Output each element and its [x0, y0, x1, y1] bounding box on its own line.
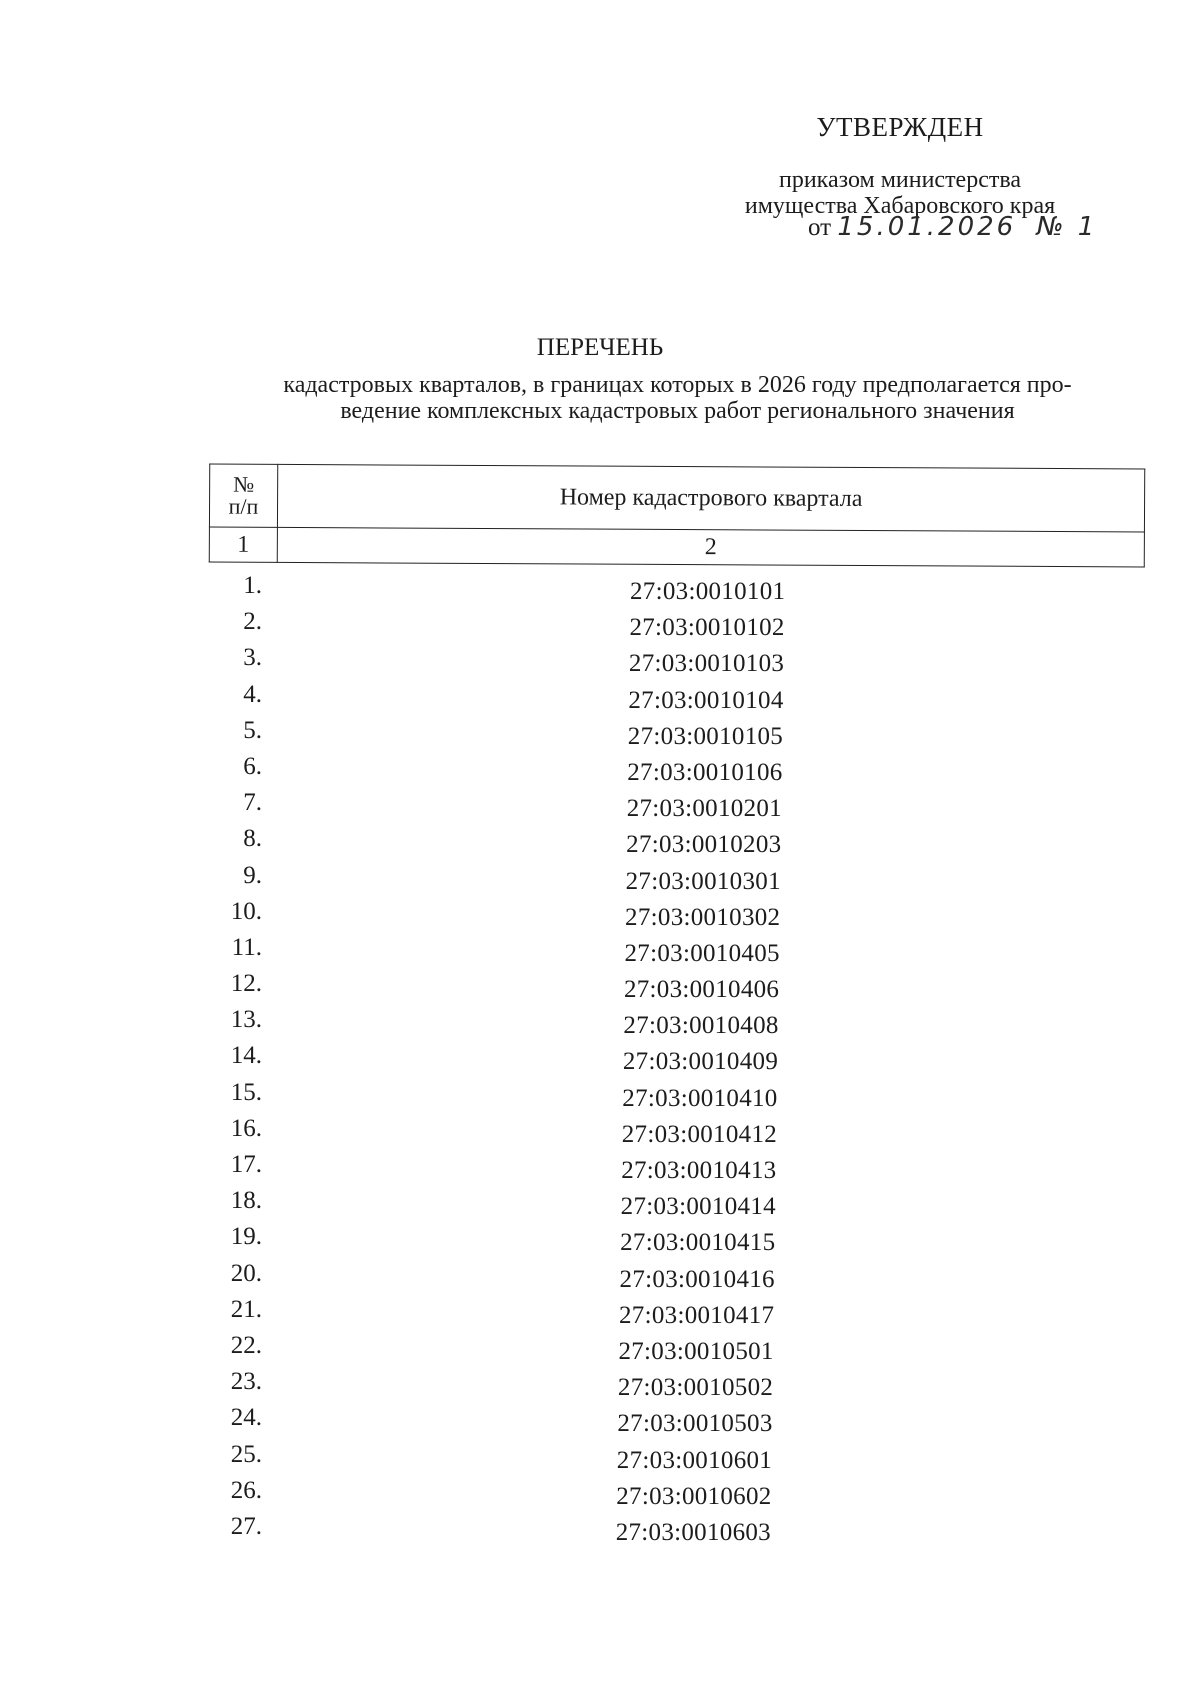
row-number: 10. [230, 897, 262, 925]
table-row [200, 862, 1140, 898]
cadastral-code: 27:03:0010415 [620, 1229, 776, 1257]
cadastral-code: 27:03:0010302 [625, 903, 781, 931]
cadastral-code: 27:03:0010105 [627, 722, 784, 750]
row-number: 6. [243, 752, 262, 780]
row-number: 18. [230, 1187, 262, 1215]
subtitle-line-1: кадастровых кварталов, в границах которых в 2026 году предполагается про- [283, 372, 1072, 398]
table-row [200, 572, 1140, 608]
cadastral-code: 27:03:0010101 [630, 578, 786, 605]
subtitle-line-2: ведение комплексных кадастровых работ регионального значения [340, 398, 1015, 424]
row-number: 4. [243, 680, 262, 708]
table-row [200, 898, 1140, 934]
cadastral-code: 27:03:0010301 [625, 867, 781, 895]
table-row [200, 717, 1140, 753]
row-number: 1. [243, 572, 262, 599]
date-prefix: от [808, 214, 832, 241]
cadastral-code: 27:03:0010417 [619, 1301, 775, 1329]
cadastral-code: 27:03:0010409 [622, 1048, 779, 1076]
table-row [200, 1187, 1140, 1223]
approval-ministry-line: имущества Хабаровского края [744, 193, 1056, 219]
table-row [200, 1368, 1140, 1404]
header-num-cell [209, 464, 277, 527]
table-row [200, 608, 1140, 644]
cadastral-code: 27:03:0010412 [621, 1120, 778, 1148]
header-code-cell: Номер кадастрового квартала [277, 464, 1144, 532]
cadastral-code: 27:03:0010104 [628, 686, 784, 714]
row-number: 13. [230, 1006, 262, 1034]
approval-date [808, 212, 1097, 242]
row-number: 7. [243, 789, 262, 817]
handwritten-number: № 1 [1036, 212, 1098, 242]
row-number: 9. [243, 861, 262, 889]
document-title: ПЕРЕЧЕНЬ [536, 334, 664, 361]
row-number: 17. [230, 1151, 262, 1178]
table-row [200, 1477, 1140, 1513]
cadastral-code: 27:03:0010410 [622, 1084, 778, 1112]
column-number-1: 1 [209, 527, 277, 562]
table-row [200, 1296, 1140, 1332]
table-row [200, 1006, 1140, 1042]
document-subtitle [210, 372, 1145, 424]
row-number: 15. [230, 1078, 262, 1106]
row-number: 26. [230, 1476, 262, 1504]
row-number: 21. [230, 1295, 262, 1323]
approval-order-line: приказом министерства [778, 167, 1022, 193]
cadastral-code: 27:03:0010203 [626, 831, 782, 859]
cadastral-code: 27:03:0010405 [624, 939, 780, 967]
header-num-abbrev: п/п [228, 493, 259, 519]
row-number: 5. [243, 716, 262, 744]
cadastral-code: 27:03:0010416 [619, 1265, 775, 1293]
row-number: 20. [230, 1259, 262, 1287]
row-number: 19. [230, 1223, 262, 1251]
table-row [200, 1042, 1140, 1078]
table-row [200, 1079, 1140, 1115]
table-row [200, 753, 1140, 789]
handwritten-date: 15.01.2026 [837, 212, 1017, 242]
cadastral-code: 27:03:0010414 [620, 1193, 776, 1221]
cadastral-code: 27:03:0010102 [629, 614, 785, 642]
table-row [200, 1441, 1140, 1477]
row-number: 27. [230, 1512, 262, 1540]
cadastral-code: 27:03:0010406 [623, 976, 780, 1004]
row-number: 8. [243, 825, 262, 853]
table-row [200, 970, 1140, 1006]
table-row [200, 1151, 1140, 1187]
row-number: 14. [230, 1042, 262, 1070]
approval-title: УТВЕРЖДЕН [816, 112, 984, 142]
table-row [200, 825, 1140, 861]
row-number: 2. [243, 608, 262, 636]
column-number-row [209, 527, 1144, 567]
cadastral-code: 27:03:0010602 [616, 1482, 772, 1510]
header-row [209, 464, 1144, 532]
cadastral-code: 27:03:0010103 [628, 650, 785, 678]
cadastral-code: 27:03:0010106 [627, 758, 783, 786]
row-number: 3. [243, 644, 262, 672]
cadastral-code: 27:03:0010201 [626, 795, 782, 823]
table-row [200, 789, 1140, 825]
table-row [200, 1260, 1140, 1296]
cadastral-code: 27:03:0010502 [617, 1374, 774, 1402]
table-row [200, 1223, 1140, 1259]
row-number: 23. [230, 1368, 262, 1396]
row-number: 12. [230, 970, 262, 998]
row-number: 22. [230, 1331, 262, 1359]
table-row [200, 644, 1140, 680]
cadastral-code: 27:03:0010503 [617, 1410, 773, 1438]
cadastral-list [200, 572, 1140, 1549]
column-number-2: 2 [277, 527, 1144, 567]
row-number: 24. [230, 1404, 262, 1432]
cadastral-code: 27:03:0010601 [616, 1446, 773, 1474]
table-row [200, 1115, 1140, 1151]
cadastral-code: 27:03:0010603 [615, 1518, 771, 1546]
table-row [200, 1404, 1140, 1440]
table-row [200, 681, 1140, 717]
table-header [209, 464, 1146, 568]
row-number: 11. [231, 933, 262, 961]
header-num-sign: № [233, 471, 255, 497]
row-number: 25. [230, 1440, 262, 1468]
table-row [200, 1332, 1140, 1368]
approval-stamp [720, 112, 1080, 219]
cadastral-code: 27:03:0010501 [618, 1337, 774, 1365]
row-number: 16. [230, 1114, 262, 1142]
cadastral-code: 27:03:0010413 [621, 1157, 777, 1184]
table-row [200, 1513, 1140, 1549]
cadastral-code: 27:03:0010408 [623, 1012, 779, 1040]
table-row [200, 934, 1140, 970]
